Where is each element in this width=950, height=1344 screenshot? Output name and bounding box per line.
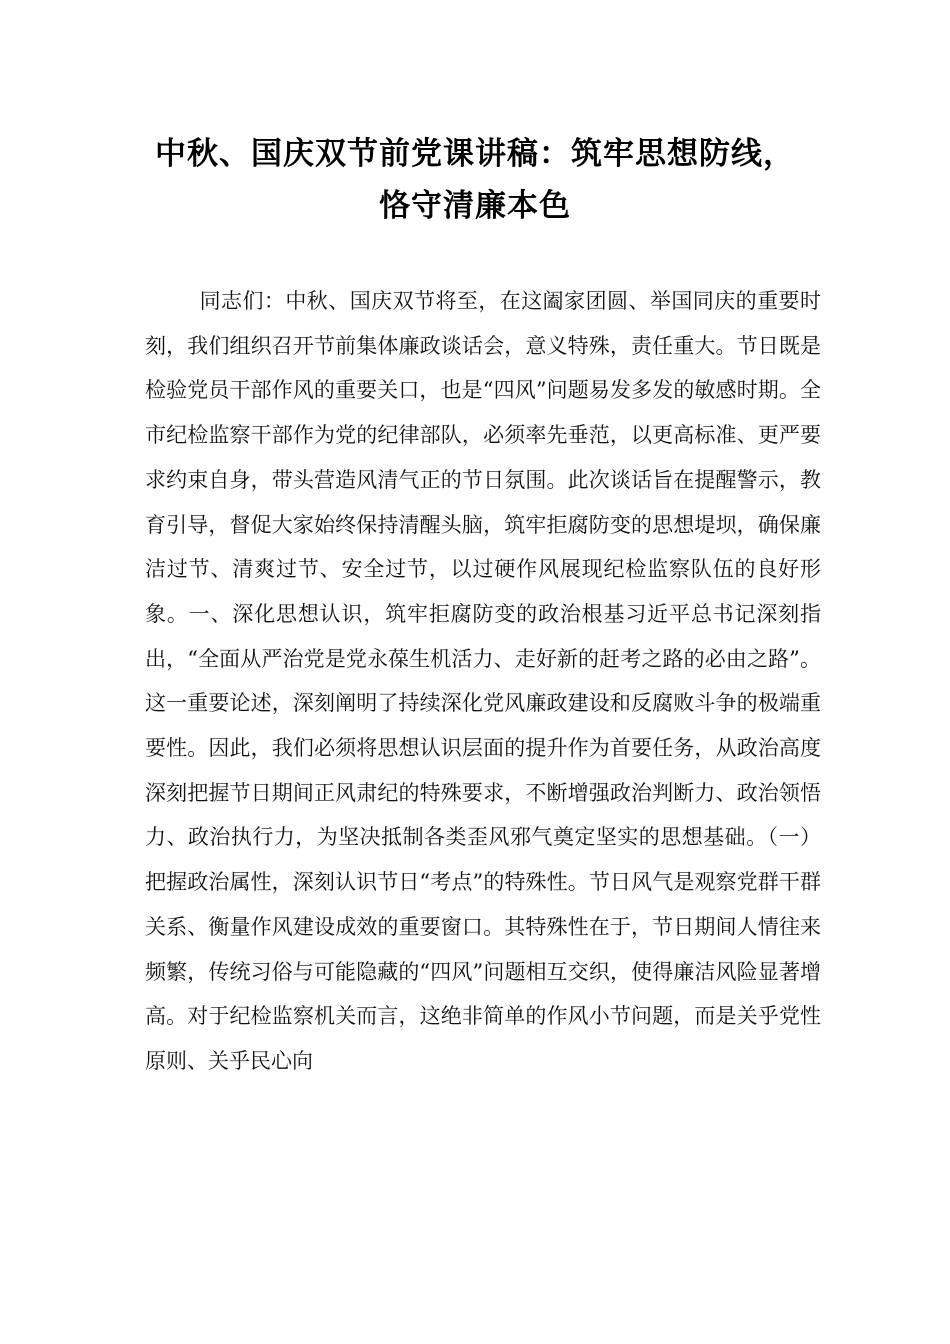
- body-paragraph: 同志们：中秋、国庆双节将至，在这阖家团圆、举国同庆的重要时刻，我们组织召开节前集体廉政谈话会，意义特殊，责任重大。节日既是检验党员干部作风的重要关口，也是“四风”问题易发多发的敏感时期。全市纪检监察干部作为党的纪律部队，必须率先垂范，以更高标准、更严要求约束自身，带头营造风清气正的节日氛围。此次谈话旨在提醒警示，教育引导，督促大家始终保持清醒头脑，筑牢拒腐防变的思想堤坝，确保廉洁过节、清爽过节、安全过节，以过硬作风展现纪检监察队伍的良好形象。一、深化思想认识，筑牢拒腐防变的政治根基习近平总书记深刻指出，“全面从严治党是党永葆生机活力、走好新的赶考之路的必由之路”。这一重要论述，深刻阐明了持续深化党风廉政建设和反腐败斗争的极端重要性。因此，我们必须将思想认识层面的提升作为首要任务，从政治高度深刻把握节日期间正风肃纪的特殊要求，不断增强政治判断力、政治领悟力、政治执行力，为坚决抵制各类歪风邪气奠定坚实的思想基础。（一）把握政治属性，深刻认识节日“考点”的特殊性。节日风气是观察党群干群关系、衡量作风建设成效的重要窗口。其特殊性在于，节日期间人情往来频繁，传统习俗与可能隐藏的“四风”问题相互交织，使得廉洁风险显著增高。对于纪检监察机关而言，这绝非简单的作风小节问题，而是关乎党性原则、关乎民心向: [145, 289, 821, 1073]
- document-title: 中秋、国庆双节前党课讲稿：筑牢思想防线，恪守清廉本色: [155, 136, 795, 224]
